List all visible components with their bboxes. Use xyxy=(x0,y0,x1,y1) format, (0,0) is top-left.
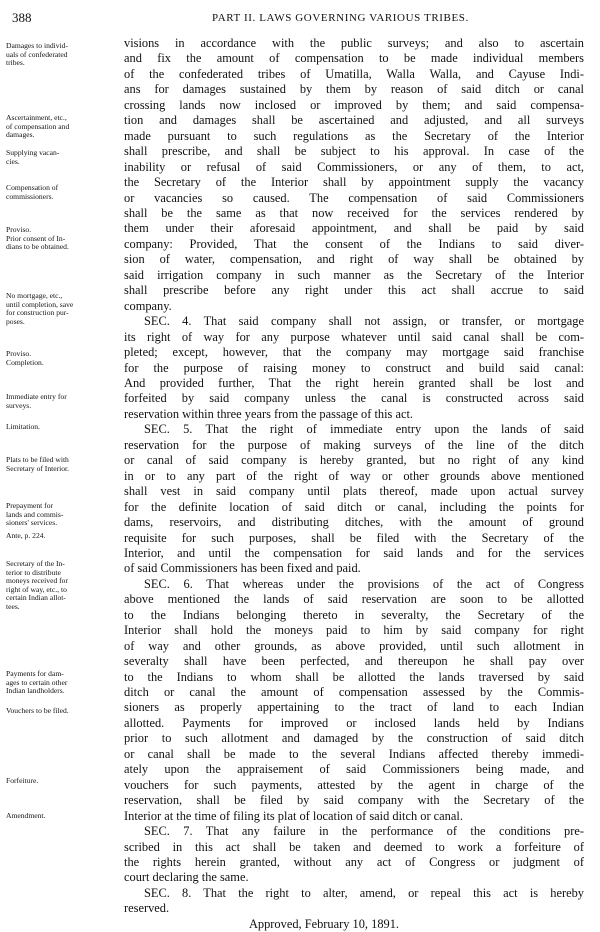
margin-note-line: damages. xyxy=(6,130,35,140)
body-line: shall prescribe, and shall be subject to his approval. In case of the xyxy=(124,144,584,159)
body-line: SEC. 5. That the right of immediate entry upon the lands of said xyxy=(144,422,584,437)
margin-note-line: Indian landholders. xyxy=(6,686,65,696)
margin-note xyxy=(6,456,119,473)
margin-note-line: Ante, p. 224. xyxy=(6,531,46,540)
margin-note-line: moneys received for xyxy=(6,576,68,586)
body-line: SEC. 7. That any failure in the performance of the conditions pre- xyxy=(144,824,584,839)
margin-note xyxy=(6,226,119,252)
margin-note-line: No mortgage, etc., xyxy=(6,291,63,300)
body-line: forfeited by said company unless the canal is constructed across said xyxy=(124,391,584,406)
body-line: reserved. xyxy=(124,901,170,916)
margin-note-line: Damages to individ- xyxy=(6,41,69,50)
body-line: them under their aforesaid appointment, and shall be paid by said xyxy=(124,221,584,236)
body-line: tion and damages shall be ascertained and adjusted, and all surveys xyxy=(124,113,584,128)
margin-notes xyxy=(6,36,119,856)
body-line: to the Indians to whom shall be allotted the lands traversed by said xyxy=(124,669,584,684)
body-line: ans for damages sustained by them by reason of said ditch or canal xyxy=(124,82,584,97)
margin-note-line: of compensation and xyxy=(6,121,70,131)
body-line: And provided further, That the right herein granted shall be lost and xyxy=(124,375,584,390)
body-line: ditch or canal the amount of compensation assessed by the Commis- xyxy=(124,685,584,700)
body-line: shall vest in said company until plats thereof, made upon actual survey xyxy=(124,484,584,499)
body-line: Interior at the time of filing its plat of location of said ditch or canal. xyxy=(124,808,463,823)
margin-note-line: Prior consent of In- xyxy=(6,233,66,243)
body-line: made pursuant to such regulations as the Secretary of the Interior xyxy=(124,128,584,143)
margin-note xyxy=(6,532,119,541)
body-line: shall be the same as that now received for the services rendered by xyxy=(124,205,584,220)
margin-note-line: Secretary of the In- xyxy=(6,559,65,568)
margin-note-line: Amendment. xyxy=(6,811,46,820)
margin-note-line: dians to be obtained. xyxy=(6,242,69,252)
margin-note-line: Vouchers to be filed. xyxy=(6,706,69,715)
margin-note xyxy=(6,42,119,68)
margin-note-line: commissioners. xyxy=(6,191,54,201)
body-line: its right of way for any purpose whatever until said canal shall be com- xyxy=(124,329,584,344)
body-line: dams, reservoirs, and distributing ditches, with the amount of ground xyxy=(124,515,584,530)
body-line: of way and other grounds, as above provided, until such allotment in xyxy=(124,638,584,653)
body-line: visions in accordance with the public surveys; and also to ascertain xyxy=(124,36,584,50)
margin-note xyxy=(6,149,119,166)
margin-note-line: tribes. xyxy=(6,58,25,68)
body-line: of the confederated tribes of Umatilla, Walla Walla, and Cayuse Indi- xyxy=(124,66,584,81)
body-line: in or to any part of the right of way or other grounds above mentioned xyxy=(124,468,584,483)
margin-note-line: ages to certain other xyxy=(6,677,68,687)
margin-note-line: lands and commis- xyxy=(6,509,64,519)
page-number: 388 xyxy=(12,10,32,25)
margin-note-line: Proviso. xyxy=(6,225,32,234)
margin-note-line: certain Indian allot- xyxy=(6,593,66,603)
body-line: company: Provided, That the consent of the Indians to said diver- xyxy=(124,236,584,251)
margin-note xyxy=(6,502,119,528)
margin-note-line: sioners' services. xyxy=(6,518,58,528)
margin-note-line: Plats to be filed with xyxy=(6,455,69,464)
body-line: the rights herein granted, without any act of Congress or judgment of xyxy=(124,855,584,870)
body-line: prior to such allotment and damaged by the construction of said ditch xyxy=(124,731,584,746)
margin-note xyxy=(6,350,119,367)
margin-note-line: Immediate entry for xyxy=(6,392,67,401)
margin-note-line: until completion, save xyxy=(6,299,74,309)
body-line: said irrigation company in such manner as the Secretary of the Interior xyxy=(124,267,584,282)
body-line: of said Commissioners has been fixed and paid. xyxy=(124,561,361,576)
body-line: vouchers for such payments, attested by the agent in charge of the xyxy=(124,777,584,792)
body-line: Approved, February 10, 1891. xyxy=(248,916,400,931)
body-line: shall prescribe before any right under this act shall accrue to said xyxy=(124,283,584,298)
margin-note-line: Payments for dam- xyxy=(6,669,64,678)
margin-note-line: uals of confederated xyxy=(6,49,68,59)
margin-note-line: for construction pur- xyxy=(6,308,69,318)
margin-note-line: cies. xyxy=(6,156,20,166)
body-line: pleted; except, however, that the company may mortgage said franchise xyxy=(124,345,584,360)
body-line: or canal of said company is hereby granted, but no right of any kind xyxy=(124,453,584,468)
body-line: reservation, shall be filed by said company with the Secretary of the xyxy=(124,793,584,808)
body-line: scribed in this act shall be taken and deemed to work a forfeiture of xyxy=(124,839,584,854)
body-line: above mentioned the lands of said reservation are soon to be allotted xyxy=(124,592,584,607)
body-line: reservation within three years from the passage of this act. xyxy=(124,406,414,421)
margin-note xyxy=(6,423,119,432)
body-text xyxy=(124,36,584,932)
body-line: SEC. 8. That the right to alter, amend, or repeal this act is hereby xyxy=(144,885,584,900)
body-line: reservation for the purpose of making surveys of the line of the ditch xyxy=(124,437,584,452)
margin-note xyxy=(6,812,119,821)
margin-note-line: Proviso. xyxy=(6,349,32,358)
running-head: PART II. LAWS GOVERNING VARIOUS TRIBES. xyxy=(212,12,469,24)
body-line: sion of water, compensation, and right of way shall be obtained by xyxy=(124,252,584,267)
body-line: sioners as properly appertaining to the tract of land to each Indian xyxy=(124,700,584,715)
margin-note xyxy=(6,393,119,410)
margin-note-line: Completion. xyxy=(6,357,44,367)
margin-note-line: right of way, etc., to xyxy=(6,584,67,594)
margin-note-line: surveys. xyxy=(6,400,32,410)
margin-note-line: Supplying vacan- xyxy=(6,148,60,157)
body-line: allotted. Payments for improved or inclosed lands held by Indians xyxy=(124,715,584,730)
body-line: or canal shall be made to the several Indians affected thereby immedi- xyxy=(124,746,584,761)
body-line: company. xyxy=(124,298,172,313)
margin-note xyxy=(6,292,119,326)
body-line: court declaring the same. xyxy=(124,870,249,885)
body-line: SEC. 6. That whereas under the provisions of the act of Congress xyxy=(144,576,584,591)
margin-note-line: Prepayment for xyxy=(6,501,54,510)
margin-note-line: Ascertainment, etc., xyxy=(6,113,67,122)
margin-note xyxy=(6,114,119,140)
body-line: SEC. 4. That said company shall not assign, or transfer, or mortgage xyxy=(144,314,584,329)
body-line: the Secretary of the Interior shall by appointment supply the vacancy xyxy=(124,175,584,190)
body-line: Interior shall hold the moneys paid to him by said company for right xyxy=(124,623,584,638)
body-line: for the purpose of raising money to construct and build said canal: xyxy=(124,360,584,375)
body-line: ately upon the appraisement of said Commissioners being made, and xyxy=(124,762,584,777)
margin-note-line: Limitation. xyxy=(6,422,40,431)
body-line: severalty shall have been perfected, and thereupon he shall pay over xyxy=(124,654,584,669)
margin-note-line: Compensation of xyxy=(6,183,59,192)
margin-note xyxy=(6,560,119,612)
margin-note-line: Forfeiture. xyxy=(6,776,39,785)
margin-note-line: poses. xyxy=(6,316,25,326)
body-line: requisite for such purposes, shall be filed with the Secretary of the xyxy=(124,530,584,545)
margin-note-line: tees. xyxy=(6,601,20,611)
body-line: for the definite location of said ditch or canal, including the points for xyxy=(124,499,584,514)
margin-note xyxy=(6,670,119,696)
body-line: and fix the amount of compensation to be made individual members xyxy=(124,51,584,66)
body-line: to the Indians belonging thereto in severalty, the Secretary of the xyxy=(124,607,584,622)
page-header xyxy=(12,10,588,28)
body-line: crossing lands now inclosed or improved by them; and said compensa- xyxy=(124,97,584,112)
margin-note xyxy=(6,707,119,716)
body-line: or vacancies so caused. The compensation of said Commissioners xyxy=(124,190,584,205)
margin-note-line: terior to distribute xyxy=(6,567,61,577)
margin-note-line: Secretary of Interior. xyxy=(6,463,70,473)
margin-note xyxy=(6,184,119,201)
margin-note xyxy=(6,777,119,786)
body-line: inability or refusal of said Commissioners, or any of them, to act, xyxy=(124,159,584,174)
body-line: Interior, and until the compensation for said lands and for the services xyxy=(124,545,584,560)
